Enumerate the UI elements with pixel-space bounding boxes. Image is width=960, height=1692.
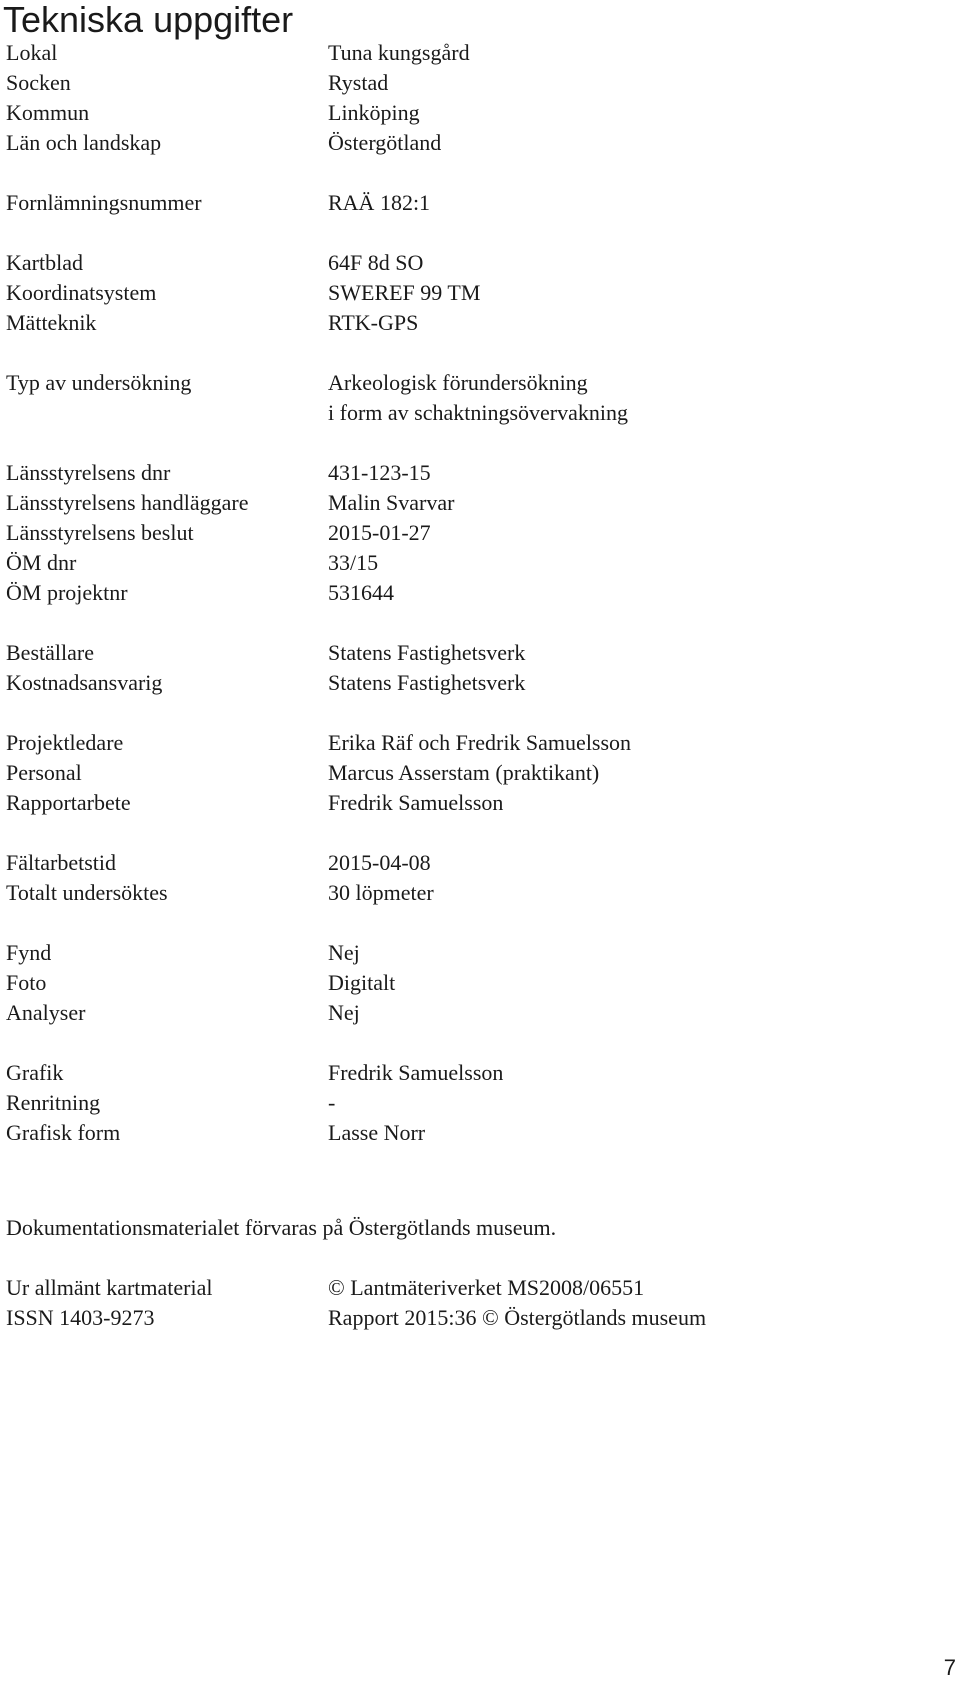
spec-value-line: i form av schaktningsövervakning (328, 400, 628, 425)
spec-value: Nej (328, 940, 360, 965)
spec-value: 531644 (328, 580, 394, 605)
spec-label: Koordinatsystem (6, 280, 157, 305)
page-number: 7 (943, 1655, 956, 1680)
spec-row-kostnadsansvarig (6, 668, 946, 698)
spec-value: Statens Fastighetsverk (328, 670, 526, 695)
spec-row-projektledare (6, 728, 946, 758)
spec-label: Rapportarbete (6, 790, 131, 815)
spec-row-rapportarbete (6, 788, 946, 818)
footer-value: Rapport 2015:36 © Östergötlands museum (328, 1305, 707, 1330)
spec-row-lansstyrelsens-dnr (6, 458, 946, 488)
spec-label: Totalt undersöktes (6, 880, 168, 905)
spec-row-grafik (6, 1058, 946, 1088)
spec-row-renritning (6, 1088, 946, 1118)
spec-row-lansstyrelsens-beslut (6, 518, 946, 548)
spec-row-typ-av-undersokning (6, 368, 946, 428)
spec-row-socken (6, 68, 946, 98)
spec-value: 30 löpmeter (328, 880, 434, 905)
spec-value: 64F 8d SO (328, 250, 424, 275)
footer-row-issn (6, 1303, 946, 1333)
spec-value: Statens Fastighetsverk (328, 640, 526, 665)
spec-value-line: Arkeologisk förundersökning (328, 370, 588, 395)
spec-value: Malin Svarvar (328, 490, 455, 515)
storage-note: Dokumentationsmaterialet förvaras på Östergötlands museum. (6, 1215, 557, 1240)
spec-row-grafisk-form (6, 1118, 946, 1148)
spec-row-lokal (6, 38, 946, 68)
spec-row-om-projektnr (6, 578, 946, 608)
spec-row-lan (6, 128, 946, 158)
spec-value: 2015-04-08 (328, 850, 431, 875)
spec-row-analyser (6, 998, 946, 1028)
spec-row-personal (6, 758, 946, 788)
spec-label: ÖM projektnr (6, 580, 128, 605)
spec-value: 431-123-15 (328, 460, 431, 485)
footer-value: © Lantmäteriverket MS2008/06551 (328, 1275, 645, 1300)
spec-row-foto (6, 968, 946, 998)
spec-value: 33/15 (328, 550, 379, 575)
spec-label: Grafik (6, 1060, 64, 1085)
spec-row-fynd (6, 938, 946, 968)
spec-label: Renritning (6, 1090, 101, 1115)
spec-value: - (328, 1090, 336, 1115)
footer-label: ISSN 1403-9273 (6, 1305, 155, 1330)
spec-value: Rystad (328, 70, 389, 95)
spec-label: Fältarbetstid (6, 850, 116, 875)
spec-row-fornlamningsnummer (6, 188, 946, 218)
spec-row-lansstyrelsens-handlaggare (6, 488, 946, 518)
spec-label: Grafisk form (6, 1120, 121, 1145)
spec-row-matteknik (6, 308, 946, 338)
spec-row-kommun (6, 98, 946, 128)
spec-value: Linköping (328, 100, 420, 125)
spec-label: Foto (6, 970, 47, 995)
spec-label: Projektledare (6, 730, 124, 755)
spec-row-bestallare (6, 638, 946, 668)
spec-label: Kommun (6, 100, 90, 125)
spec-label: Län och landskap (6, 130, 162, 155)
publication-footer (6, 1273, 946, 1333)
spec-label: Fornlämningsnummer (6, 190, 202, 215)
footer-label: Ur allmänt kartmaterial (6, 1275, 213, 1300)
spec-value: 2015-01-27 (328, 520, 431, 545)
spec-row-koordinatsystem (6, 278, 946, 308)
spec-label: Typ av undersökning (6, 370, 192, 395)
spec-label: ÖM dnr (6, 550, 77, 575)
spec-value: Fredrik Samuelsson (328, 790, 504, 815)
spec-label: Länsstyrelsens handläggare (6, 490, 249, 515)
spec-label: Fynd (6, 940, 52, 965)
spec-label: Länsstyrelsens beslut (6, 520, 194, 545)
technical-specifications (6, 38, 946, 1148)
spec-value: RAÄ 182:1 (328, 190, 431, 215)
spec-label: Analyser (6, 1000, 86, 1025)
spec-row-om-dnr (6, 548, 946, 578)
footer-row-kartmaterial (6, 1273, 946, 1303)
spec-value: SWEREF 99 TM (328, 280, 481, 305)
spec-value: Digitalt (328, 970, 396, 995)
spec-value (328, 368, 628, 428)
spec-label: Personal (6, 760, 82, 785)
spec-row-totalt-undersoktes (6, 878, 946, 908)
spec-label: Kartblad (6, 250, 83, 275)
spec-label: Mätteknik (6, 310, 97, 335)
spec-value: Tuna kungsgård (328, 40, 470, 65)
spec-value: Östergötland (328, 130, 442, 155)
spec-value: Lasse Norr (328, 1120, 426, 1145)
spec-value: Erika Räf och Fredrik Samuelsson (328, 730, 632, 755)
spec-label: Socken (6, 70, 71, 95)
spec-label: Kostnadsansvarig (6, 670, 163, 695)
spec-label: Lokal (6, 40, 58, 65)
spec-value: RTK-GPS (328, 310, 419, 335)
spec-label: Länsstyrelsens dnr (6, 460, 171, 485)
spec-value: Fredrik Samuelsson (328, 1060, 504, 1085)
spec-row-faltarbetstid (6, 848, 946, 878)
spec-label: Beställare (6, 640, 94, 665)
page-title: Tekniska uppgifter (3, 0, 294, 40)
spec-value: Marcus Asserstam (praktikant) (328, 760, 600, 785)
spec-row-kartblad (6, 248, 946, 278)
spec-value: Nej (328, 1000, 360, 1025)
